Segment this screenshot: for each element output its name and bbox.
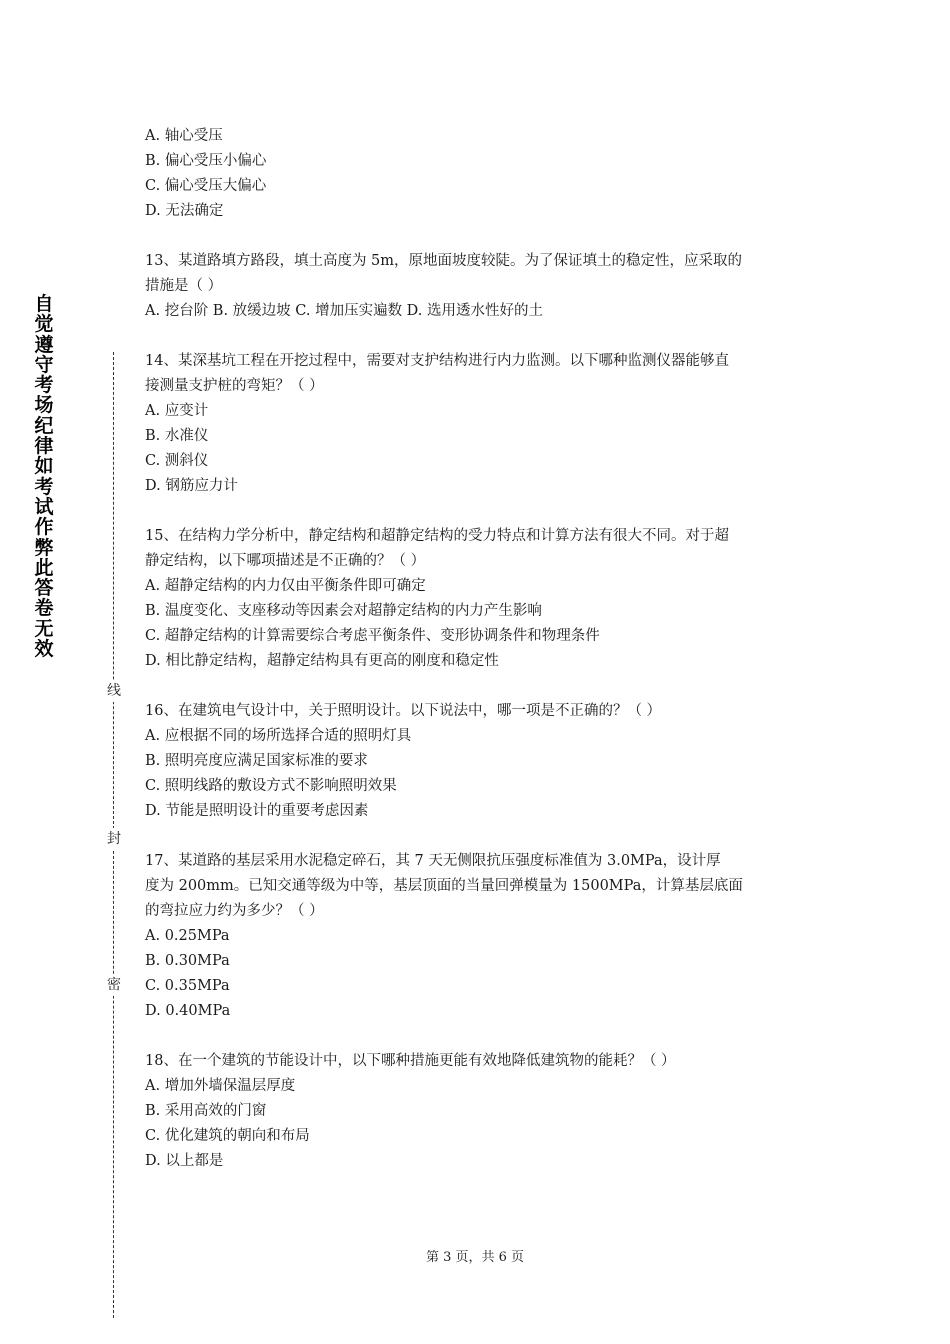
notice-char: 考: [34, 374, 54, 397]
option-line: C. 偏心受压大偏心: [145, 178, 267, 194]
option-line: D. 钢筋应力计: [145, 478, 238, 494]
notice-char: 此: [34, 556, 54, 579]
question-list: [145, 224, 815, 1174]
option-line: A. 应变计: [145, 403, 209, 419]
option-line: D. 相比静定结构，超静定结构具有更高的刚度和稳定性: [145, 653, 499, 669]
option-line: D. 0.40MPa: [145, 1003, 231, 1019]
option-line: B. 照明亮度应满足国家标准的要求: [145, 753, 368, 769]
question-stem-line: 15、在结构力学分析中，静定结构和超静定结构的受力特点和计算方法有很大不同。对于超: [145, 528, 729, 544]
page-footer: 第 3 页，共 6 页: [425, 1250, 525, 1265]
question-spacer: [145, 674, 815, 699]
option-line: B. 采用高效的门窗: [145, 1103, 267, 1119]
binding-label-seal: 封: [104, 828, 124, 850]
question-block: [145, 249, 815, 324]
question-block: [145, 1049, 815, 1174]
exam-discipline-notice: [30, 294, 58, 659]
question-block: [145, 524, 815, 674]
question-stem-line: 17、某道路的基层采用水泥稳定碎石，其 7 天无侧限抗压强度标准值为 3.0MPa，设计厚: [145, 853, 721, 869]
notice-char: 如: [34, 455, 54, 478]
question-spacer: [145, 824, 815, 849]
notice-char: 纪: [34, 414, 54, 437]
option-line: A. 超静定结构的内力仅由平衡条件即可确定: [145, 578, 426, 594]
option-line: B. 0.30MPa: [145, 953, 230, 969]
option-line: C. 超静定结构的计算需要综合考虑平衡条件、变形协调条件和物理条件: [145, 628, 600, 644]
binding-label-line: 线: [104, 680, 124, 702]
option-line: C. 0.35MPa: [145, 978, 230, 994]
question-stem-line: 静定结构，以下哪项描述是不正确的？（ ）: [145, 553, 426, 569]
notice-char: 卷: [34, 597, 54, 620]
option-line: D. 以上都是: [145, 1153, 224, 1169]
question-stem-line: 16、在建筑电气设计中，关于照明设计。以下说法中，哪一项是不正确的？（ ）: [145, 703, 662, 719]
notice-char: 弊: [34, 536, 54, 559]
question-spacer: [145, 499, 815, 524]
question-spacer: [145, 224, 815, 249]
notice-char: 遵: [34, 333, 54, 356]
question-stem-line: 14、某深基坑工程在开挖过程中，需要对支护结构进行内力监测。以下哪种监测仪器能够直: [145, 353, 729, 369]
notice-char: 考: [34, 475, 54, 498]
question-block: [145, 349, 815, 499]
option-line: C. 测斜仪: [145, 453, 209, 469]
question-stem-line: 接测量支护桩的弯矩？（ ）: [145, 378, 324, 394]
option-line: C. 优化建筑的朝向和布局: [145, 1128, 310, 1144]
notice-char: 无: [34, 617, 54, 640]
question-content: [145, 124, 815, 1174]
option-line: D. 无法确定: [145, 203, 224, 219]
option-line: B. 偏心受压小偏心: [145, 153, 267, 169]
notice-char: 效: [34, 638, 54, 661]
notice-char: 作: [34, 516, 54, 539]
question-stem-line: 措施是（ ）: [145, 278, 223, 294]
notice-char: 答: [34, 577, 54, 600]
option-line: A. 0.25MPa: [145, 928, 230, 944]
option-line: A. 应根据不同的场所选择合适的照明灯具: [145, 728, 412, 744]
binding-label-secret: 密: [104, 974, 124, 996]
question-stem-line: 度为 200mm。已知交通等级为中等，基层顶面的当量回弹模量为 1500MPa，计算基层底面: [145, 878, 743, 894]
option-line: D. 节能是照明设计的重要考虑因素: [145, 803, 369, 819]
notice-char: 自: [34, 293, 54, 315]
option-line: B. 水准仪: [145, 428, 209, 444]
option-line: A. 挖台阶 B. 放缓边坡 C. 增加压实遍数 D. 选用透水性好的土: [145, 303, 544, 319]
notice-char: 觉: [34, 313, 54, 336]
notice-char: 律: [34, 435, 54, 458]
question-spacer: [145, 324, 815, 349]
notice-char: 试: [34, 495, 54, 518]
option-line: A. 轴心受压: [145, 128, 223, 144]
option-line: A. 增加外墙保温层厚度: [145, 1078, 296, 1094]
option-line: B. 温度变化、支座移动等因素会对超静定结构的内力产生影响: [145, 603, 542, 619]
question-block: [145, 699, 815, 824]
question-spacer: [145, 1024, 815, 1049]
notice-char: 场: [34, 394, 54, 417]
option-line: C. 照明线路的敷设方式不影响照明效果: [145, 778, 397, 794]
question-block: [145, 849, 815, 1024]
notice-char: 守: [34, 353, 54, 376]
question-stem-line: 13、某道路填方路段，填土高度为 5m，原地面坡度较陡。为了保证填土的稳定性，应采取的: [145, 253, 743, 269]
question-stem-line: 18、在一个建筑的节能设计中，以下哪种措施更能有效地降低建筑物的能耗？（ ）: [145, 1053, 676, 1069]
prev-question-options: [145, 124, 815, 224]
question-stem-line: 的弯拉应力约为多少？（ ）: [145, 903, 324, 919]
